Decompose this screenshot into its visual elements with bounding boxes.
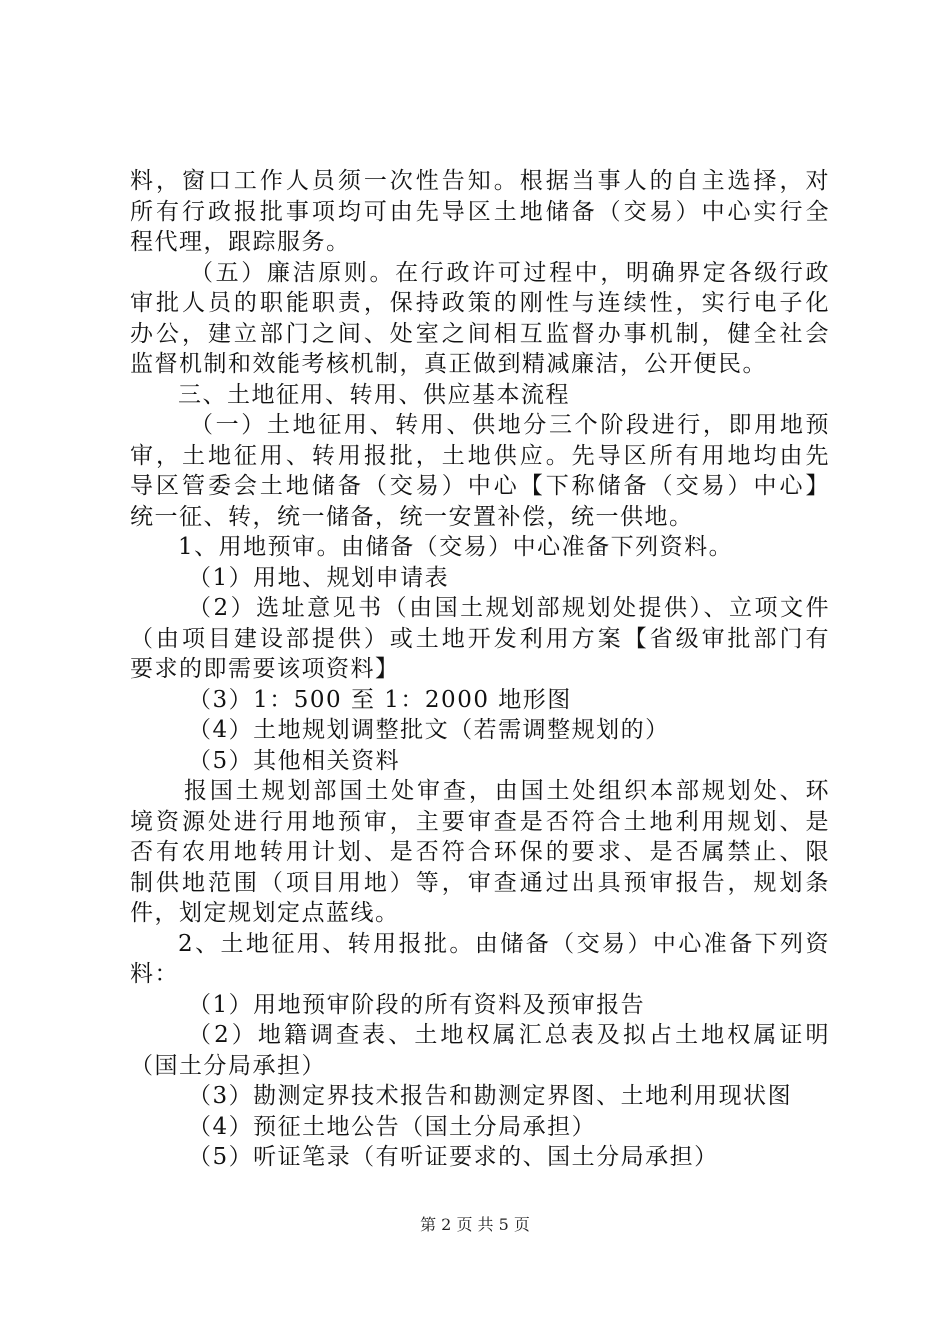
page-footer: 第 2 页 共 5 页 [420,1215,530,1234]
text-line: （4）土地规划调整批文（若需调整规划的） [188,717,670,743]
text-line: 制供地范围（项目用地）等，审查通过出具预审报告，规划条 [130,869,830,896]
text-line: 境资源处进行用地预审，主要审查是否符合土地利用规划、是 [130,808,830,835]
text-line: （5）听证笔录（有听证要求的、国土分局承担） [188,1144,719,1170]
text-line: 料： [130,961,179,987]
text-line: 报国土规划部国土处审查，由国土处组织本部规划处、环 [184,778,830,804]
text-line: 1、用地预审。由储备（交易）中心准备下列资料。 [178,534,734,560]
text-line: （5）其他相关资料 [188,747,401,774]
text-line: 导区管委会土地储备（交易）中心【下称储备（交易）中心】 [130,473,830,499]
text-line: 审，土地征用、转用报批，土地供应。先导区所有用地均由先 [130,442,830,469]
text-line: 程代理，跟踪服务。 [130,229,351,255]
text-line: 统一征、转，统一储备，统一安置补偿，统一供地。 [130,503,694,530]
text-line: （1）用地预审阶段的所有资料及预审报告 [188,991,646,1018]
document-body [130,166,830,1173]
text-line: 否有农用地转用计划、是否符合环保的要求、是否属禁止、限 [130,839,830,865]
text-line: 料，窗口工作人员须一次性告知。根据当事人的自主选择，对 [130,168,830,194]
text-line: 要求的即需要该项资料】 [130,656,400,682]
text-line: （4）预征土地公告（国土分局承担） [188,1113,597,1140]
text-line: 三、土地征用、转用、供应基本流程 [178,381,570,408]
text-line: 件，划定规划定点蓝线。 [130,900,400,926]
text-line: （一）土地征用、转用、供地分三个阶段进行，即用地预 [190,412,830,438]
text-line: 审批人员的职能职责，保持政策的刚性与连续性，实行电子化 [130,290,830,316]
text-line: 2、土地征用、转用报批。由储备（交易）中心准备下列资 [178,930,830,957]
text-line: （五）廉洁原则。在行政许可过程中，明确界定各级行政 [190,259,830,286]
text-line: （1）用地、规划申请表 [188,564,450,591]
text-line: 监督机制和效能考核机制，真正做到精减廉洁，公开便民。 [130,351,767,377]
text-line: 办公，建立部门之间、处室之间相互监督办事机制，健全社会 [130,320,830,347]
text-line: （3）勘测定界技术报告和勘测定界图、土地利用现状图 [188,1083,793,1109]
text-line: （2）地籍调查表、土地权属汇总表及拟占土地权属证明 [188,1022,830,1048]
text-line: （2）选址意见书（由国土规划部规划处提供）、立项文件 [188,595,830,621]
text-line: （由项目建设部提供）或土地开发利用方案【省级审批部门有 [130,625,830,652]
text-line: （3）1：500 至 1：2000 地形图 [188,686,572,713]
text-line: （国土分局承担） [130,1052,326,1079]
text-line: 所有行政报批事项均可由先导区土地储备（交易）中心实行全 [130,198,830,225]
